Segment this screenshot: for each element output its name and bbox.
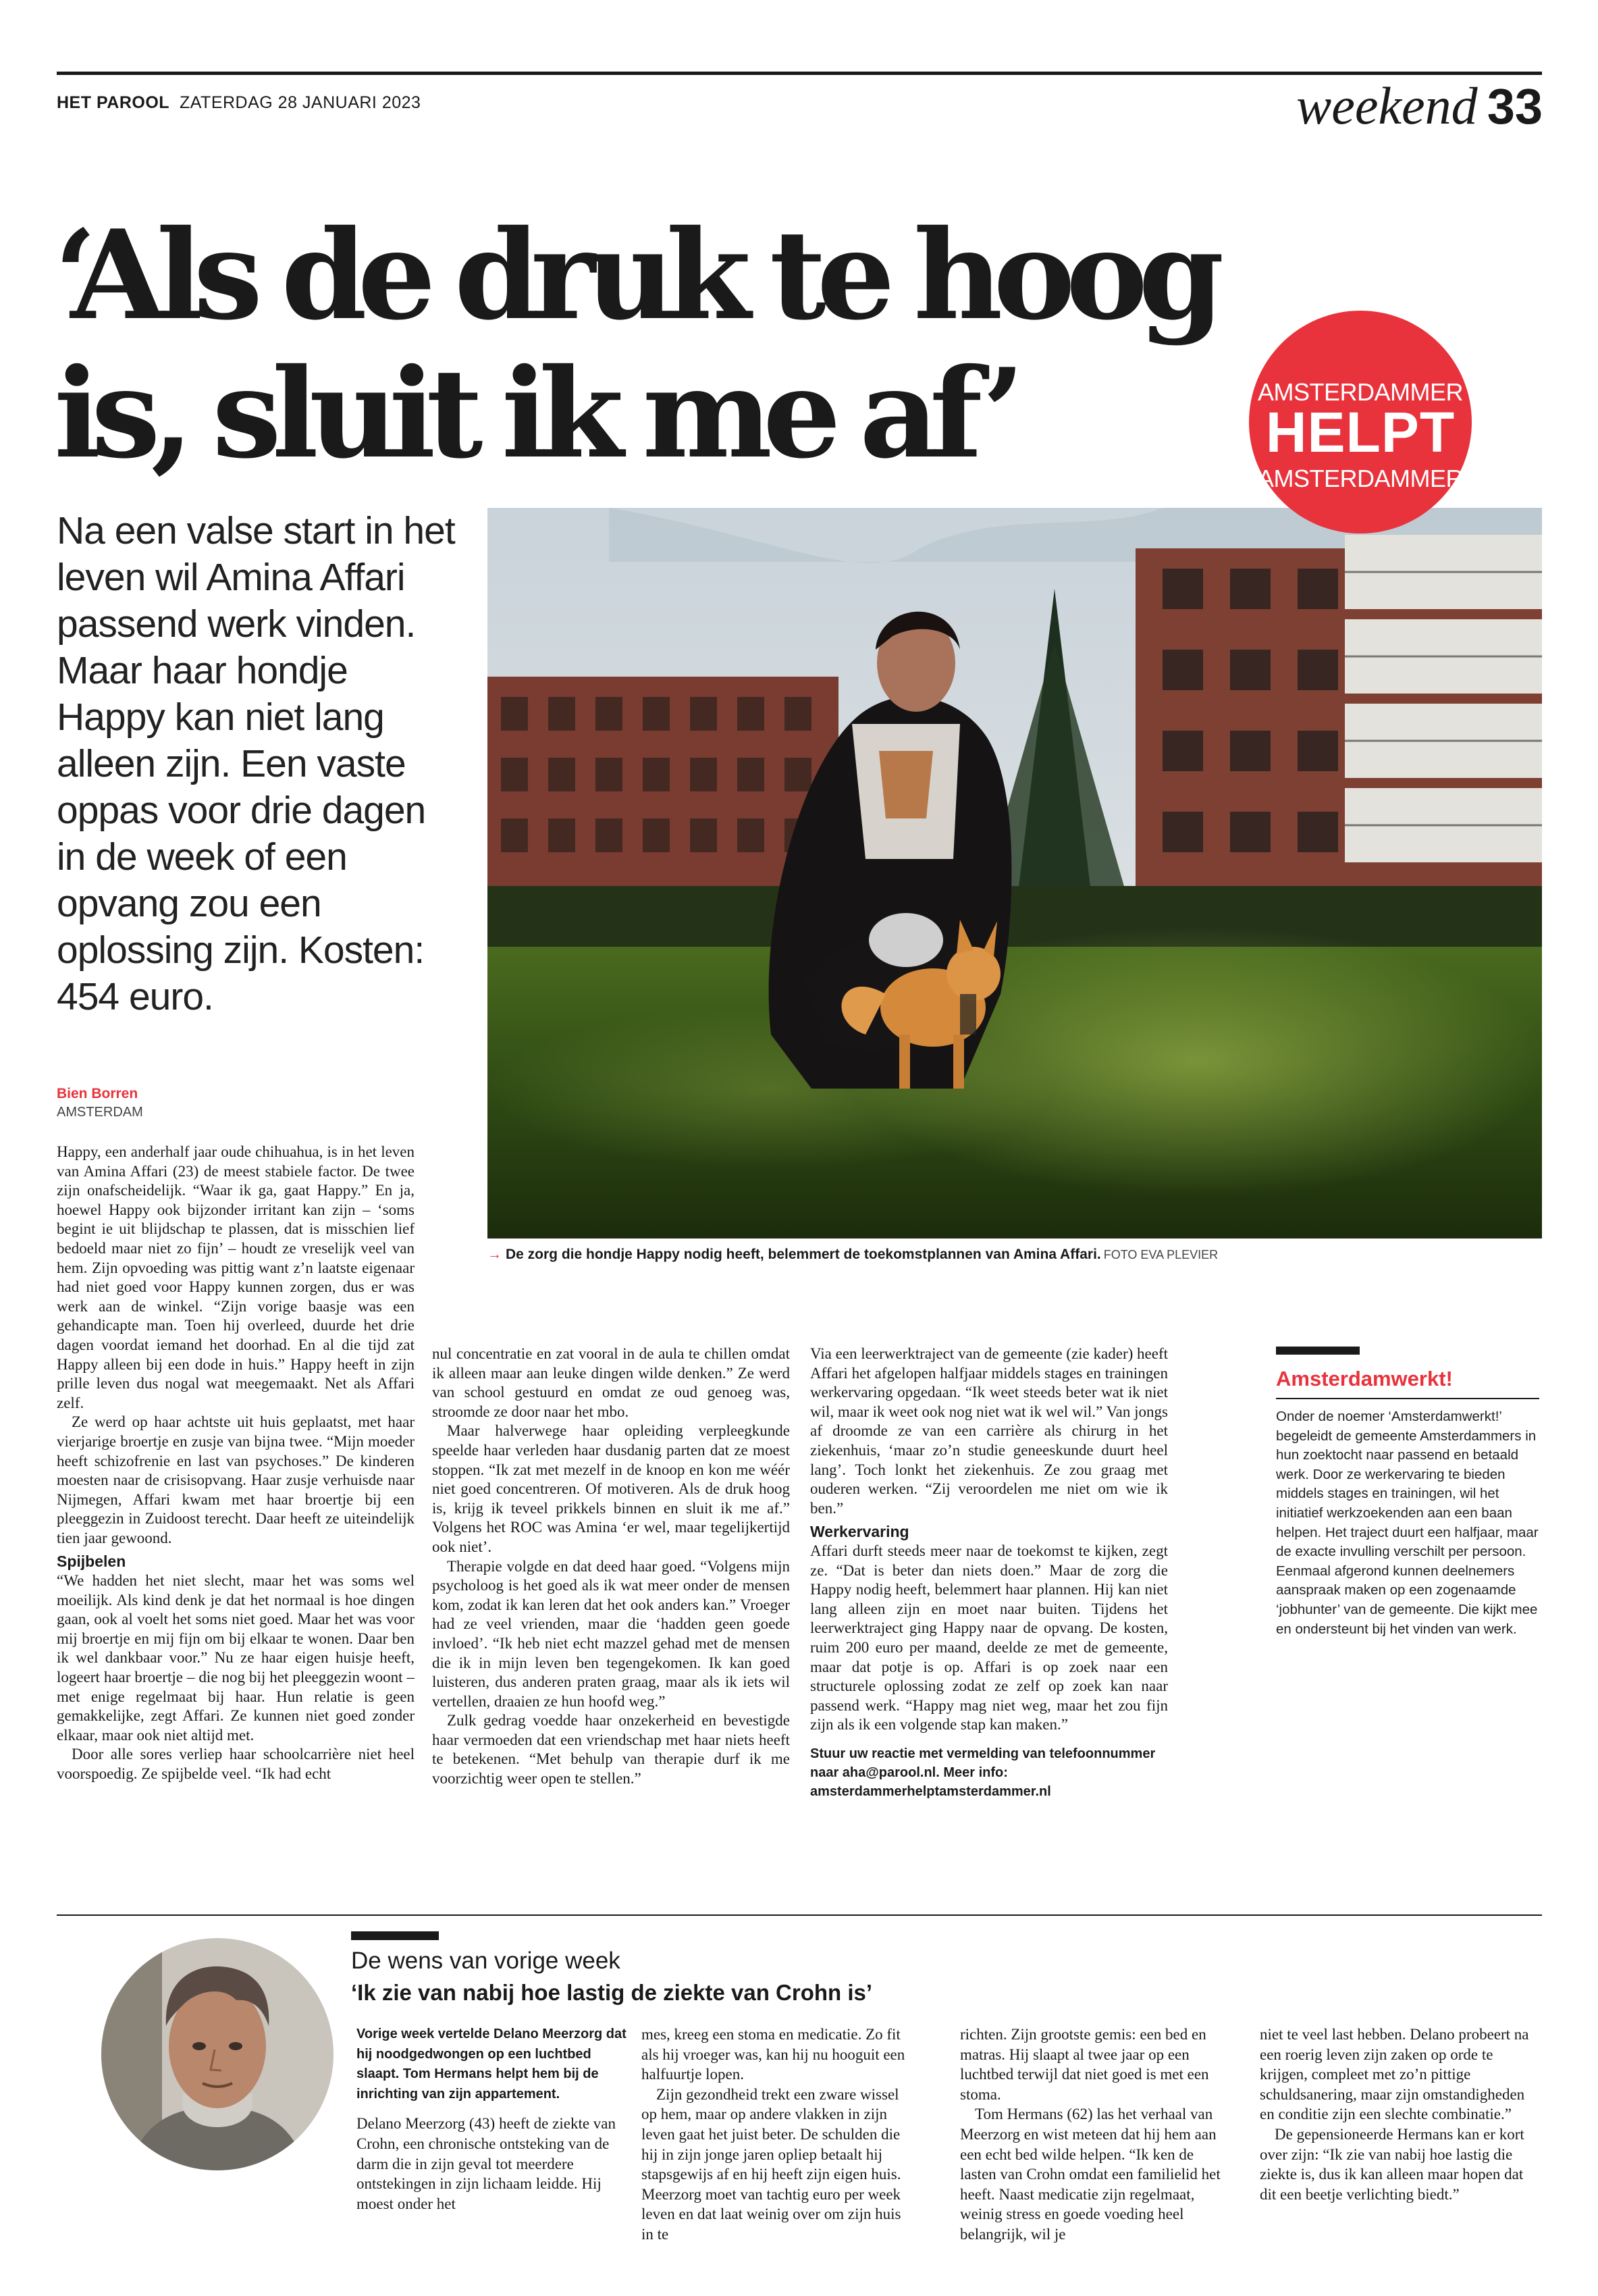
paragraph: “We hadden het niet slecht, maar het was soms wel moeilijk. Als kind denk je dat het normaal is hoe dingen gaan, ook al voelt het soms niet goed. Maar het was voor mij broertje en mij fijn om bij elkaar te wonen. Daar ben ik wel dankbaar voor.” Nu ze haar eigen huisje heeft, logeert haar broertje – die nog bij het pleeggezin woont – met enige regelmaat bij haar. Hun relatie is geen gemakkelijke, zegt Affari. Ze kunnen niet goed zonder elkaar, maar ook niet altijd met. [57, 1572, 415, 1744]
paragraph: richten. Zijn grootste gemis: een bed en matras. Hij slaapt al twee jaar op een luchtbed terwijl dat niet goed is met een stoma. [960, 2026, 1209, 2103]
paragraph: mes, kreeg een stoma en medicatie. Zo fit als hij vroeger was, kan hij nu hooguit een halfuurtje lopen. [641, 2026, 905, 2083]
paragraph: Ze werd op haar achtste uit huis geplaatst, met haar vierjarige broertje en zusje van bijna twee. “Mijn moeder heeft schizofrenie en last van psychoses.” De kinderen moesten naar de crisisopvang. Haar zusje verhuisde naar Nijmegen, Affari kwam met haar broertje bij een pleeggezin in Zuidoost terecht. Daar heeft ze uiteindelijk tien jaar gewoond. [57, 1413, 415, 1546]
caption-text: De zorg die hondje Happy nodig heeft, belemmert de toekomstplannen van Amina Affari. [506, 1247, 1101, 1262]
top-rule [57, 72, 1542, 75]
paragraph: Affari durft steeds meer naar de toekomst te kijken, zegt ze. “Dat is beter dan niets doen.” Maar de zorg die Happy nodig heeft, belemmert haar plannen. Hij kan niet lang alleen zijn en moet naar buiten. Tijdens het leerwerktraject ging Happy naar de opvang. De kosten, ruim 200 euro per maand, deelde ze met de gemeente, maar dat potje is op. Affari is op zoek naar een structurele oplossing zodat ze zelf op zoek kan naar passend werk. “Happy mag niet weg, maar het zou fijn zijn als ik een volgende stap kan maken.” [810, 1542, 1168, 1733]
sidebar-amsterdamwerkt [1276, 1367, 1539, 1639]
article-column-2 [432, 1345, 790, 1789]
headline-line-1: ‘Als de druk te hoog [54, 203, 1215, 347]
article-photo [487, 508, 1542, 1238]
reader-response-note: Stuur uw reactie met vermelding van telefoonnummer naar aha@parool.nl. Meer info: amsterdammerhelptamsterdammer.nl [810, 1746, 1156, 1799]
paragraph: De gepensioneerde Hermans kan er kort over zijn: “Ik zie van nabij hoe lastig die ziekte is, dus ik kan alleen maar hopen dat dit een beetje verlichting biedt.” [1260, 2125, 1524, 2203]
paragraph: Door alle sores verliep haar schoolcarrière niet heel voorspoedig. Ze spijbelde veel. “Ik had echt [57, 1746, 415, 1782]
wens-bar [351, 1931, 439, 1940]
wens-column-3 [960, 2025, 1230, 2245]
badge-bottom: AMSTERDAMMER [1257, 465, 1463, 492]
paragraph: Zijn gezondheid trekt een zware wissel op hem, maar op andere vlakken in zijn leven gaat het juist beter. De schulden die hij in zijn jonge jaren opliep betaalt hij stapsgewijs af en hij heeft zijn eigen huis. Meerzorg moet van tachtig euro per week leven en dat laat weinig over om zijn huis in te [641, 2085, 901, 2243]
badge-top: AMSTERDAMMER [1257, 378, 1463, 406]
sidebar-title: Amsterdamwerkt! [1276, 1367, 1539, 1399]
paragraph: Therapie volgde en dat deed haar goed. “Volgens mijn psycholoog is het goed als ik wat meer onder de mensen kom, zodat ik kan leren dat het ook anders kan.” Vroeger had ze veel vrienden, maar die ‘hadden geen goede invloed’. “Ik heb niet echt mazzel gehad met de mensen die ik in mijn leven ben tegengekomen. Ik kan goed luisteren, dus anderen praten graag, maar als ik iets wil vertellen, draaien ze hun hoofd weg.” [432, 1557, 790, 1710]
headline [54, 203, 1269, 486]
paragraph: Delano Meerzorg (43) heeft de ziekte van Crohn, een chronische ontsteking van de darm die in zijn geval tot meerdere ontstekingen in zijn lichaam leidde. Hij moest onder het [356, 2115, 616, 2212]
masthead [57, 93, 421, 113]
paragraph: nul concentratie en zat vooral in de aula te chillen omdat ik alleen maar aan leuke dingen wilde denken.” Ze werd van school gestuurd en omdat ze oud genoeg was, stroomde ze door naar het mbo. [432, 1345, 790, 1420]
intro-text: Na een valse start in het leven wil Amina Affari passend werk vinden. Maar haar hondje Happy kan niet lang alleen zijn. Een vaste oppas voor drie dagen in de week of een opvang zou een oplossing zijn. Kosten: 454 euro. [57, 509, 455, 1018]
paragraph: Maar halverwege haar opleiding verpleegkunde speelde haar verleden haar dusdanig parten dat ze moest stoppen. “Ik zat met mezelf in de knoop en kon me wéér niet goed concentreren. Of motiveren. Als de druk hoog is, krijg ik teveel prikkels binnen en sluit ik me af.” Volgens het ROC was Amina ‘er wel, maar tegelijkertijd ook niet’. [432, 1422, 790, 1555]
paper-name: HET PAROOL [57, 93, 170, 112]
dateline: AMSTERDAM [57, 1105, 143, 1120]
wens-lead: Vorige week vertelde Delano Meerzorg dat hij noodgedwongen op een luchtbed slaapt. Tom Hermans helpt hem bij de inrichting van zijn appartement. [356, 2027, 627, 2102]
section-name: weekend [1296, 76, 1478, 135]
wens-title: ‘Ik zie van nabij hoe lastig de ziekte van Crohn is’ [351, 1980, 873, 2005]
article-column-3 [810, 1345, 1168, 1801]
wens-column-2 [641, 2025, 911, 2245]
section-divider [57, 1914, 1542, 1916]
wens-column-1 [356, 2025, 627, 2214]
paragraph: Via een leerwerktraject van de gemeente (zie kader) heeft Affari het afgelopen halfjaar middels stages en trainingen werkervaring opgedaan. “Ik weet steeds beter wat ik niet wil, maar ik weet ook nog niet wat ik wel wil.” Van jongs af droomde ze van een carrière als chirurg in het ziekenhuis, ‘maar zo’n studie geneeskunde duurt heel lang’. Toch lonkt het ziekenhuis. Ze zou graag met ouderen werken. “Zij veroordelen me niet om wie ik ben.” [810, 1345, 1168, 1517]
wens-column-4 [1260, 2025, 1537, 2204]
paragraph: niet te veel last hebben. Delano probeert na een roerig leven zijn zaken op orde te krijgen, compleet met zo’n pittige schuldsanering, maar zijn omstandigheden en conditie zijn een slechte combinatie.” [1260, 2026, 1529, 2123]
amsterdammer-helpt-badge [1249, 311, 1472, 533]
page-number: 33 [1487, 78, 1543, 134]
byline [57, 1086, 143, 1120]
badge-helpt: HELPT [1265, 400, 1456, 464]
author-name: Bien Borren [57, 1086, 138, 1101]
photo-woman-with-chihuahua [487, 508, 1542, 1238]
photo-credit: FOTO EVA PLEVIER [1103, 1248, 1219, 1261]
section-label [1296, 76, 1543, 135]
issue-date: ZATERDAG 28 JANUARI 2023 [179, 93, 421, 112]
paragraph: Tom Hermans (62) las het verhaal van Meerzorg en wist meteen dat hij hem aan een echt bed wilde helpen. “Ik ken de lasten van Crohn omdat een familielid het heeft. Naast medicatie zijn regelmaat, weinig stress en goede voeding heel belangrijk, wil je [960, 2106, 1221, 2243]
article-column-1 [57, 1143, 415, 1784]
arrow-icon: → [487, 1247, 502, 1262]
subheading-spijbelen: Spijbelen [57, 1553, 126, 1571]
paragraph: Zulk gedrag voedde haar onzekerheid en bevestigde haar vermoeden dat een vriendschap met haar niets heeft te betekenen. “Met behulp van therapie durf ik me voorzichtig weer open te stellen.” [432, 1712, 790, 1788]
paragraph: Happy, een anderhalf jaar oude chihuahua, is in het leven van Amina Affari (23) de meest stabiele factor. De twee zijn onafscheidelijk. “Waar ik ga, gaat Happy.” En ja, hoewel Happy ook bijzonder irritant kan zijn – ‘soms begint ie uit blijdschap te plassen, dat is misschien lief bedoeld maar niet zo fijn’ – houdt ze vreselijk veel van hem. Zijn opvoeding was pittig want z’n laatste eigenaar had niet goed voor Happy kunnen zorgen, dus er was werk aan de winkel. “Zijn vorige baasje was een gehandicapte man. Toen hij overleed, duurde het drie dagen voordat iemand het doorhad. En al die tijd zat Happy alleen bij een dode in huis.” Happy heeft in zijn prille leven dus nogal wat meegemaakt. Net als Affari zelf. [57, 1143, 415, 1411]
portrait-photo [101, 1938, 334, 2170]
wens-label: De wens van vorige week [351, 1948, 620, 1974]
sidebar-body: Onder de noemer ‘Amsterdamwerkt!’ begeleidt de gemeente Amsterdammers in hun zoektocht naar passend en betaald werk. Door ze werkervaring te bieden middels stages en trainingen, wil het initiatief werkzoekenden aan een baan helpen. Het traject duurt een halfjaar, maar de exacte invulling verschilt per persoon. Eenmaal afgerond kunnen deelnemers aanspraak maken op een zogenaamde ‘jobhunter’ van de gemeente. Die kijkt mee en ondersteunt bij het vinden van werk. [1276, 1409, 1539, 1637]
portrait-man [101, 1938, 334, 2170]
photo-caption [487, 1247, 1218, 1263]
subheading-werkervaring: Werkervaring [810, 1523, 909, 1541]
sidebar-bar [1276, 1347, 1360, 1355]
headline-line-2: is, sluit ik me af’ [54, 341, 1016, 486]
